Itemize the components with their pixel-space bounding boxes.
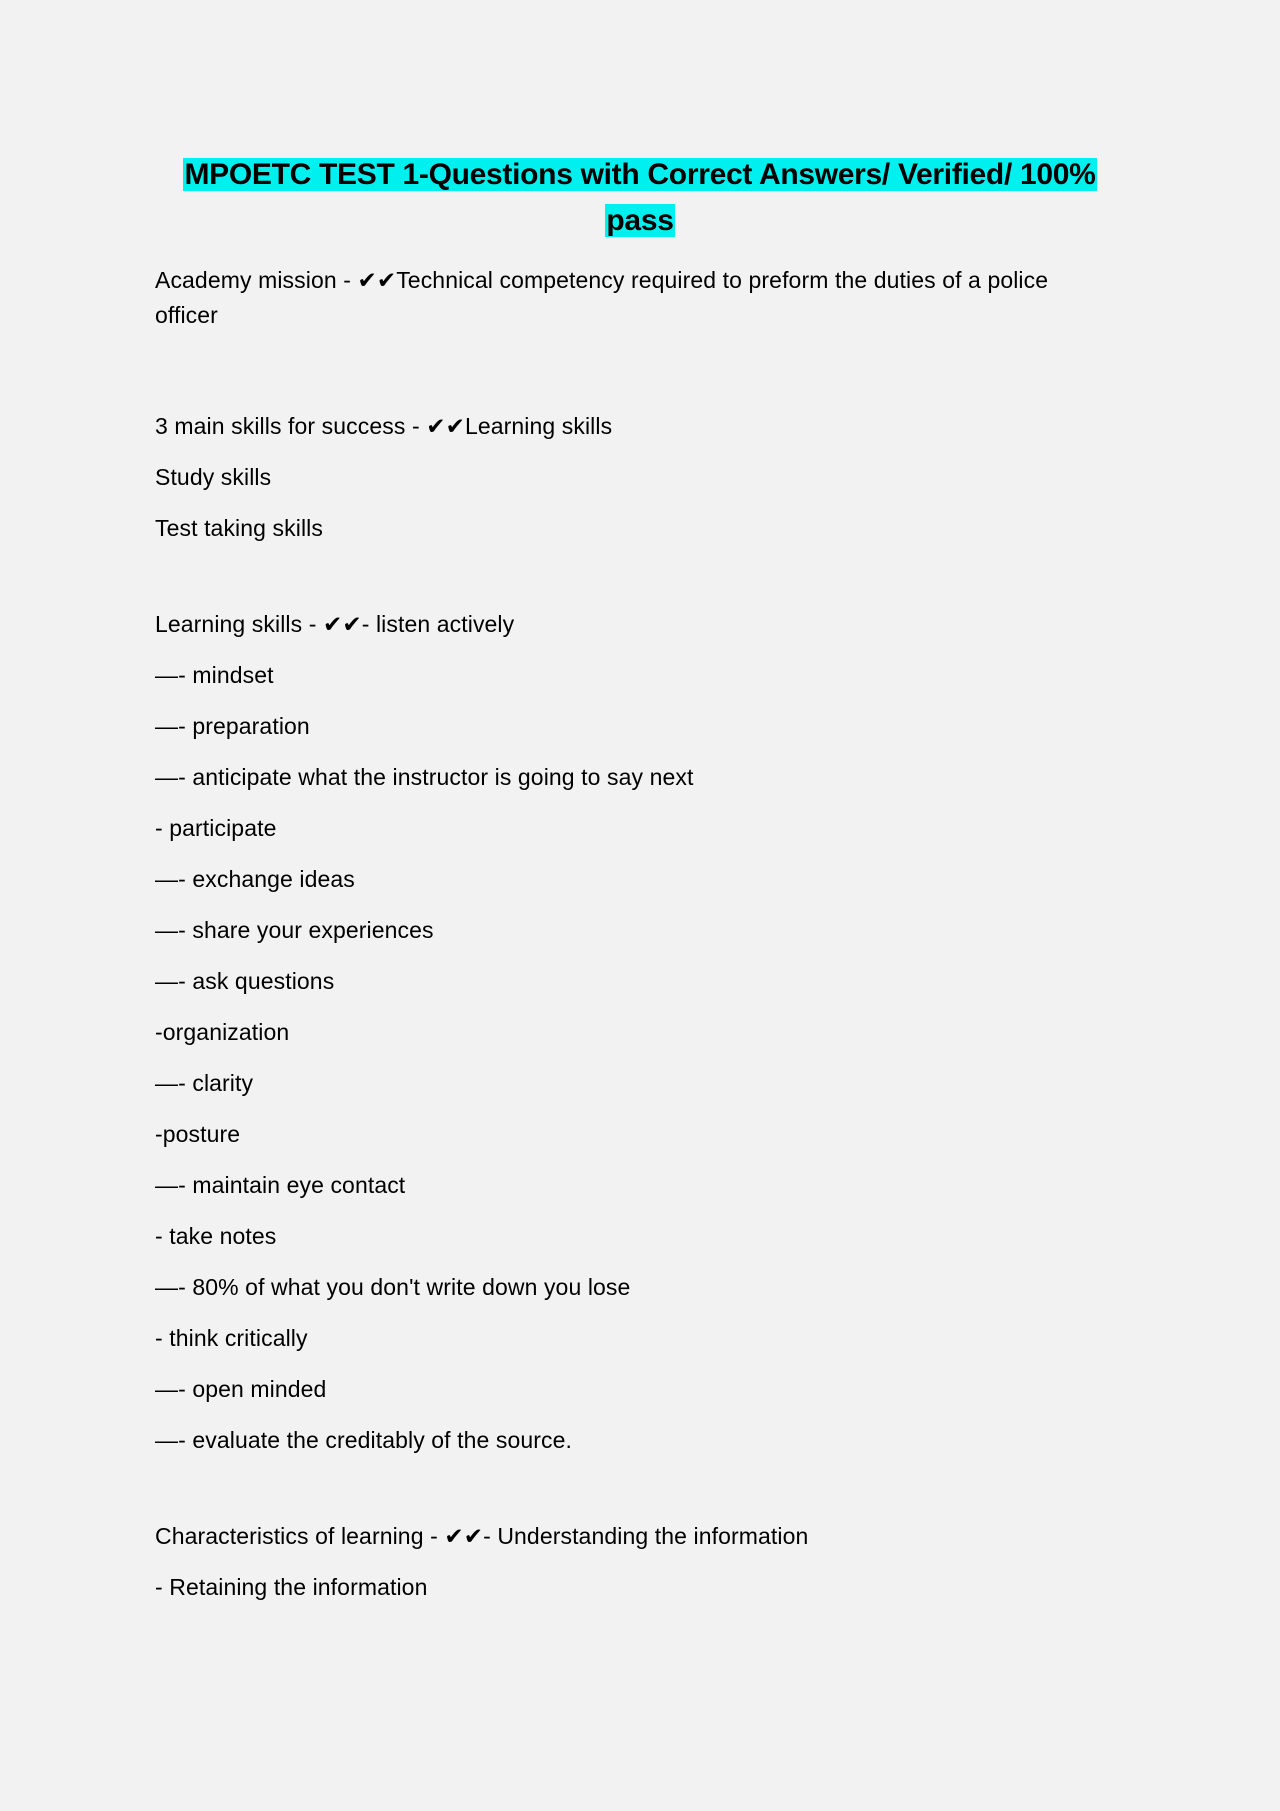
qa-item-academy-mission [155,263,1095,333]
qa-line: -posture [155,1121,241,1147]
qa-line: —- preparation [155,713,310,739]
document-title [150,152,1130,244]
qa-line: Academy mission - ✔✔Technical competency required to preform the duties of a police officer [155,267,1049,328]
qa-line: 3 main skills for success - ✔✔Learning skills [155,413,613,439]
qa-item-characteristics-of-learning [155,1523,1095,1601]
qa-line: - participate [155,815,277,841]
qa-line: Learning skills - ✔✔- listen actively [155,611,515,637]
qa-item-main-skills [155,413,1095,542]
qa-line: —- exchange ideas [155,866,355,892]
qa-line: —- anticipate what the instructor is going to say next [155,764,694,790]
document-body [155,263,1095,1601]
qa-line: - take notes [155,1223,277,1249]
title-highlight: MPOETC TEST 1-Questions with Correct Answers/ Verified/ 100% pass [184,158,1096,237]
qa-line: —- ask questions [155,968,335,994]
qa-line: Characteristics of learning - ✔✔- Understanding the information [155,1523,809,1549]
qa-line: Test taking skills [155,515,323,541]
qa-line: —- open minded [155,1376,327,1402]
qa-line: - Retaining the information [155,1574,428,1600]
qa-line: —- 80% of what you don't write down you lose [155,1274,631,1300]
qa-line: —- clarity [155,1070,254,1096]
qa-line: —- mindset [155,662,274,688]
qa-item-learning-skills [155,611,1095,1454]
qa-line: -organization [155,1019,290,1045]
qa-line: —- maintain eye contact [155,1172,406,1198]
qa-line: Study skills [155,464,272,490]
qa-line: —- evaluate the creditably of the source. [155,1427,573,1453]
qa-line: —- share your experiences [155,917,434,943]
qa-line: - think critically [155,1325,308,1351]
